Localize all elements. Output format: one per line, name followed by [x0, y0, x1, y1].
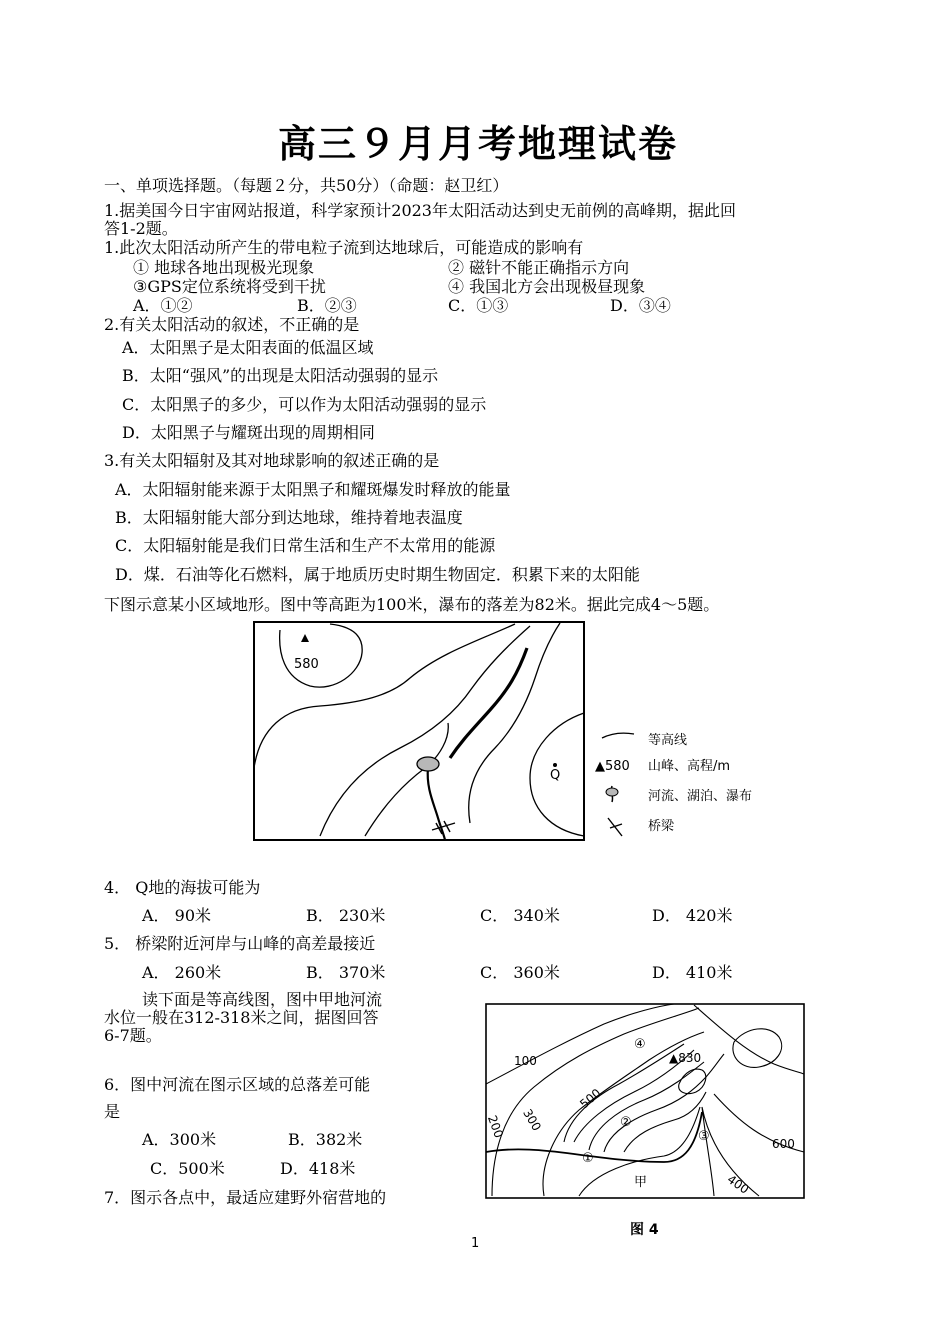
legend-peak-label: 山峰、高程/m — [648, 759, 731, 774]
q4-option-d: D． 420米 — [652, 906, 733, 925]
contour-line — [469, 623, 560, 823]
q5-option-d: D． 410米 — [652, 963, 733, 982]
q3-option-c: C．太阳辐射能是我们日常生活和生产不太常用的能源 — [115, 536, 496, 555]
q6-option-a: A．300米 — [142, 1130, 217, 1149]
legend-bridge-label: 桥梁 — [648, 819, 675, 834]
contour-line — [486, 1004, 674, 1084]
q1-option-a: A．①② — [133, 296, 193, 315]
q3-option-b: B．太阳辐射能大部分到达地球，维持着地表温度 — [115, 508, 463, 527]
intro-q6-7-line3: 6-7题。 — [104, 1026, 162, 1045]
contour-label-300: 300 — [520, 1106, 544, 1134]
map1-frame — [254, 622, 584, 840]
page-title: 高三９月月考地理试卷 — [278, 121, 679, 166]
contour-label-200: 200 — [484, 1113, 506, 1140]
river — [450, 648, 527, 758]
peak-830-label: ▲830 — [669, 1051, 702, 1065]
peak-triangle-icon — [301, 634, 309, 642]
q1-statement-1: ① 地球各地出现极光现象 — [133, 258, 315, 277]
q2-option-a: A．太阳黑子是太阳表面的低温区域 — [122, 338, 374, 357]
q2-stem: 2.有关太阳活动的叙述，不正确的是 — [104, 315, 360, 334]
contour-map-1 — [250, 618, 790, 850]
q6-stem-line1: 6．图中河流在图示区域的总落差可能 — [104, 1075, 371, 1094]
legend-water-label: 河流、湖泊、瀑布 — [648, 789, 753, 804]
q1-statement-3: ③GPS定位系统将受到干扰 — [133, 277, 326, 296]
contour-line — [320, 626, 530, 836]
map2-frame — [486, 1004, 804, 1198]
lake — [417, 757, 439, 771]
contour-line — [365, 723, 448, 836]
section-heading: 一、单项选择题。（每题２分，共50分）（命题：赵卫红） — [104, 176, 509, 195]
q2-option-c: C．太阳黑子的多少，可以作为太阳活动强弱的显示 — [122, 395, 487, 414]
q1-stem: 1.此次太阳活动所产生的带电粒子流到达地球后，可能造成的影响有 — [104, 238, 584, 257]
q5-option-c: C． 360米 — [480, 963, 560, 982]
point-jia-label: 甲 — [634, 1175, 648, 1190]
point-3-label: ③ — [698, 1129, 710, 1144]
q1-option-c: C．①③ — [448, 296, 509, 315]
q4-stem: 4． Q地的海拔可能为 — [104, 878, 261, 897]
q2-option-b: B．太阳“强风”的出现是太阳活动强弱的显示 — [122, 366, 439, 385]
q7-stem: 7．图示各点中，最适应建野外宿营地的 — [104, 1188, 387, 1207]
intro-q6-7-line1: 读下面是等高线图，图中甲地河流 — [142, 990, 383, 1009]
q4-option-b: B． 230米 — [306, 906, 386, 925]
contour-line — [694, 1005, 804, 1074]
q3-option-d: D．煤．石油等化石燃料，属于地质历史时期生物固定．积累下来的太阳能 — [115, 565, 640, 584]
q6-option-d: D．418米 — [280, 1159, 356, 1178]
contour-line — [589, 1062, 704, 1150]
q5-stem: 5． 桥梁附近河岸与山峰的高差最接近 — [104, 934, 376, 953]
q3-option-a: A．太阳辐射能来源于太阳黑子和耀斑爆发时释放的能量 — [115, 480, 511, 499]
figure-caption: 图 4 — [630, 1222, 659, 1238]
q5-option-a: A． 260米 — [142, 963, 222, 982]
point-2-label: ② — [620, 1115, 632, 1130]
point-4-label: ④ — [634, 1037, 646, 1052]
contour-label-100: 100 — [514, 1054, 537, 1068]
q1-statement-2: ② 磁针不能正确指示方向 — [448, 258, 630, 277]
page-number: 1 — [471, 1236, 480, 1251]
intro-q4-5: 下图示意某小区域地形。图中等高距为100米，瀑布的落差为82米。据此完成4～5题。 — [104, 595, 720, 614]
peak-elevation-label: 580 — [294, 657, 319, 672]
contour-label-500: 500 — [577, 1085, 604, 1112]
contour-map-2 — [484, 1002, 808, 1242]
q1-option-b: B．②③ — [297, 296, 357, 315]
q6-stem-line2: 是 — [104, 1102, 121, 1121]
point-1-label: ① — [582, 1151, 594, 1166]
q1-option-d: D．③④ — [610, 296, 671, 315]
legend-contour-label: 等高线 — [648, 733, 688, 748]
q4-option-c: C． 340米 — [480, 906, 560, 925]
contour-label-600: 600 — [772, 1137, 795, 1151]
legend-contour-icon — [602, 733, 634, 738]
legend-bridge-icon — [608, 818, 622, 836]
q6-option-b: B．382米 — [288, 1130, 363, 1149]
contour-line — [280, 624, 363, 687]
intro-q1-2-line1: 1.据美国今日宇宙网站报道，科学家预计2023年太阳活动达到史无前例的高峰期，据此回 — [104, 201, 736, 220]
intro-q6-7-line2: 水位一般在312-318米之间，据图回答 — [104, 1008, 379, 1027]
contour-line — [254, 624, 515, 768]
intro-q1-2-line2: 答1-2题。 — [104, 219, 178, 238]
legend-lake-icon — [606, 788, 618, 796]
legend-peak-value: ▲580 — [595, 759, 630, 774]
point-q-dot — [553, 763, 557, 767]
q2-option-d: D．太阳黑子与耀斑出现的周期相同 — [122, 423, 375, 442]
contour-line — [733, 1029, 782, 1068]
q6-option-c: C．500米 — [150, 1159, 225, 1178]
contour-label-400: 400 — [724, 1172, 752, 1197]
q5-option-b: B． 370米 — [306, 963, 386, 982]
point-q-label: Q — [550, 768, 561, 783]
q4-option-a: A． 90米 — [142, 906, 212, 925]
q3-stem: 3.有关太阳辐射及其对地球影响的叙述正确的是 — [104, 451, 440, 470]
q1-statement-4: ④ 我国北方会出现极昼现象 — [448, 277, 646, 296]
